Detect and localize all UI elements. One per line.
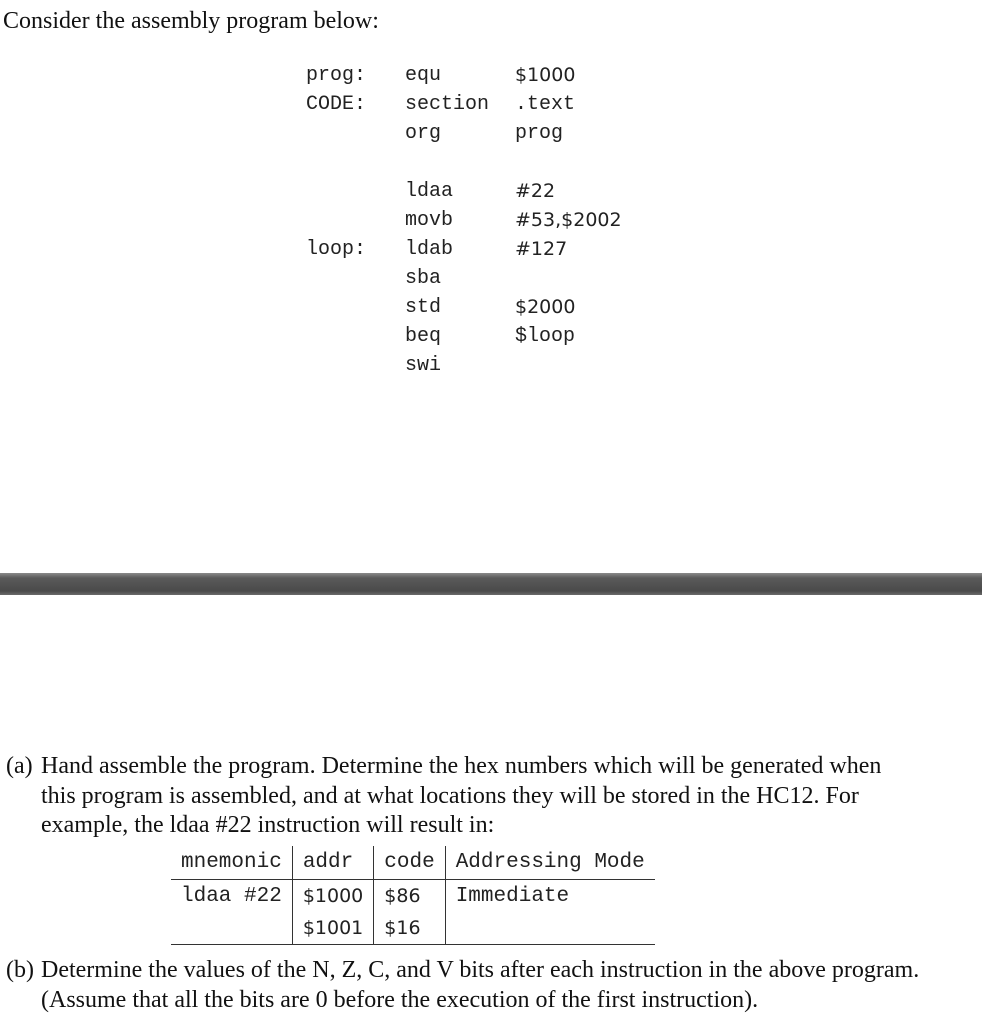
- code-operand: prog: [515, 122, 564, 145]
- cell-code: $16: [374, 912, 445, 945]
- table-row: [171, 880, 655, 913]
- table-header-row: [171, 846, 655, 880]
- question-part-b: [6, 956, 972, 1015]
- code-label: loop:: [306, 238, 367, 261]
- code-mnemonic: sba: [405, 267, 442, 290]
- cell-mnemonic: [171, 912, 292, 945]
- code-operand: $2000: [515, 296, 576, 318]
- code-mnemonic: equ: [405, 64, 442, 87]
- code-operand: $loop: [515, 325, 576, 348]
- cell-mnemonic: ldaa #22: [181, 884, 282, 908]
- part-a-line-1: Hand assemble the program. Determine the hex numbers which will be generated when: [41, 753, 882, 779]
- part-b-label: (b): [6, 957, 34, 983]
- header-code: code: [374, 846, 445, 880]
- question-part-a: [6, 752, 972, 841]
- code-mnemonic: section: [405, 93, 490, 116]
- cell-addr: $1001: [292, 912, 373, 945]
- code-operand: #53,$2002: [515, 209, 622, 231]
- header-addr: addr: [292, 846, 373, 880]
- code-mnemonic: movb: [405, 209, 454, 232]
- code-mnemonic: beq: [405, 325, 442, 348]
- code-label: CODE:: [306, 93, 367, 116]
- part-a-first-line: [6, 752, 972, 782]
- example-assembly-table: [171, 846, 655, 945]
- cell-code: $86: [374, 880, 445, 913]
- intro-text: Consider the assembly program below:: [3, 8, 379, 34]
- header-addressing-mode: Addressing Mode: [445, 846, 655, 880]
- cell-addressing-mode: Immediate: [445, 880, 655, 913]
- code-operand: #127: [515, 238, 568, 260]
- part-b-line-2: (Assume that all the bits are 0 before the execution of the first instruction).: [41, 986, 759, 1013]
- cell-addressing-mode: [445, 912, 655, 945]
- divider-bar: [0, 573, 982, 595]
- part-b-first-line: [6, 956, 972, 986]
- code-operand: $1000: [515, 64, 576, 86]
- part-b-line-1: Determine the values of the N, Z, C, and V bits after each instruction in the above program.: [41, 957, 920, 983]
- code-mnemonic: swi: [405, 354, 442, 377]
- code-mnemonic: ldab: [405, 238, 454, 261]
- code-operand: #22: [515, 180, 556, 202]
- code-mnemonic: std: [405, 296, 442, 319]
- code-operand: .text: [515, 93, 576, 116]
- part-a-line-2: this program is assembled, and at what locations they will be stored in the HC12. For: [41, 782, 859, 809]
- part-a-label: (a): [6, 753, 33, 779]
- code-label: prog:: [306, 64, 367, 87]
- part-a-line-3: example, the ldaa #22 instruction will result in:: [41, 812, 495, 838]
- table-row: [171, 912, 655, 945]
- code-mnemonic: org: [405, 122, 442, 145]
- header-mnemonic: mnemonic: [181, 851, 282, 874]
- code-mnemonic: ldaa: [405, 180, 454, 203]
- cell-addr: $1000: [292, 880, 373, 913]
